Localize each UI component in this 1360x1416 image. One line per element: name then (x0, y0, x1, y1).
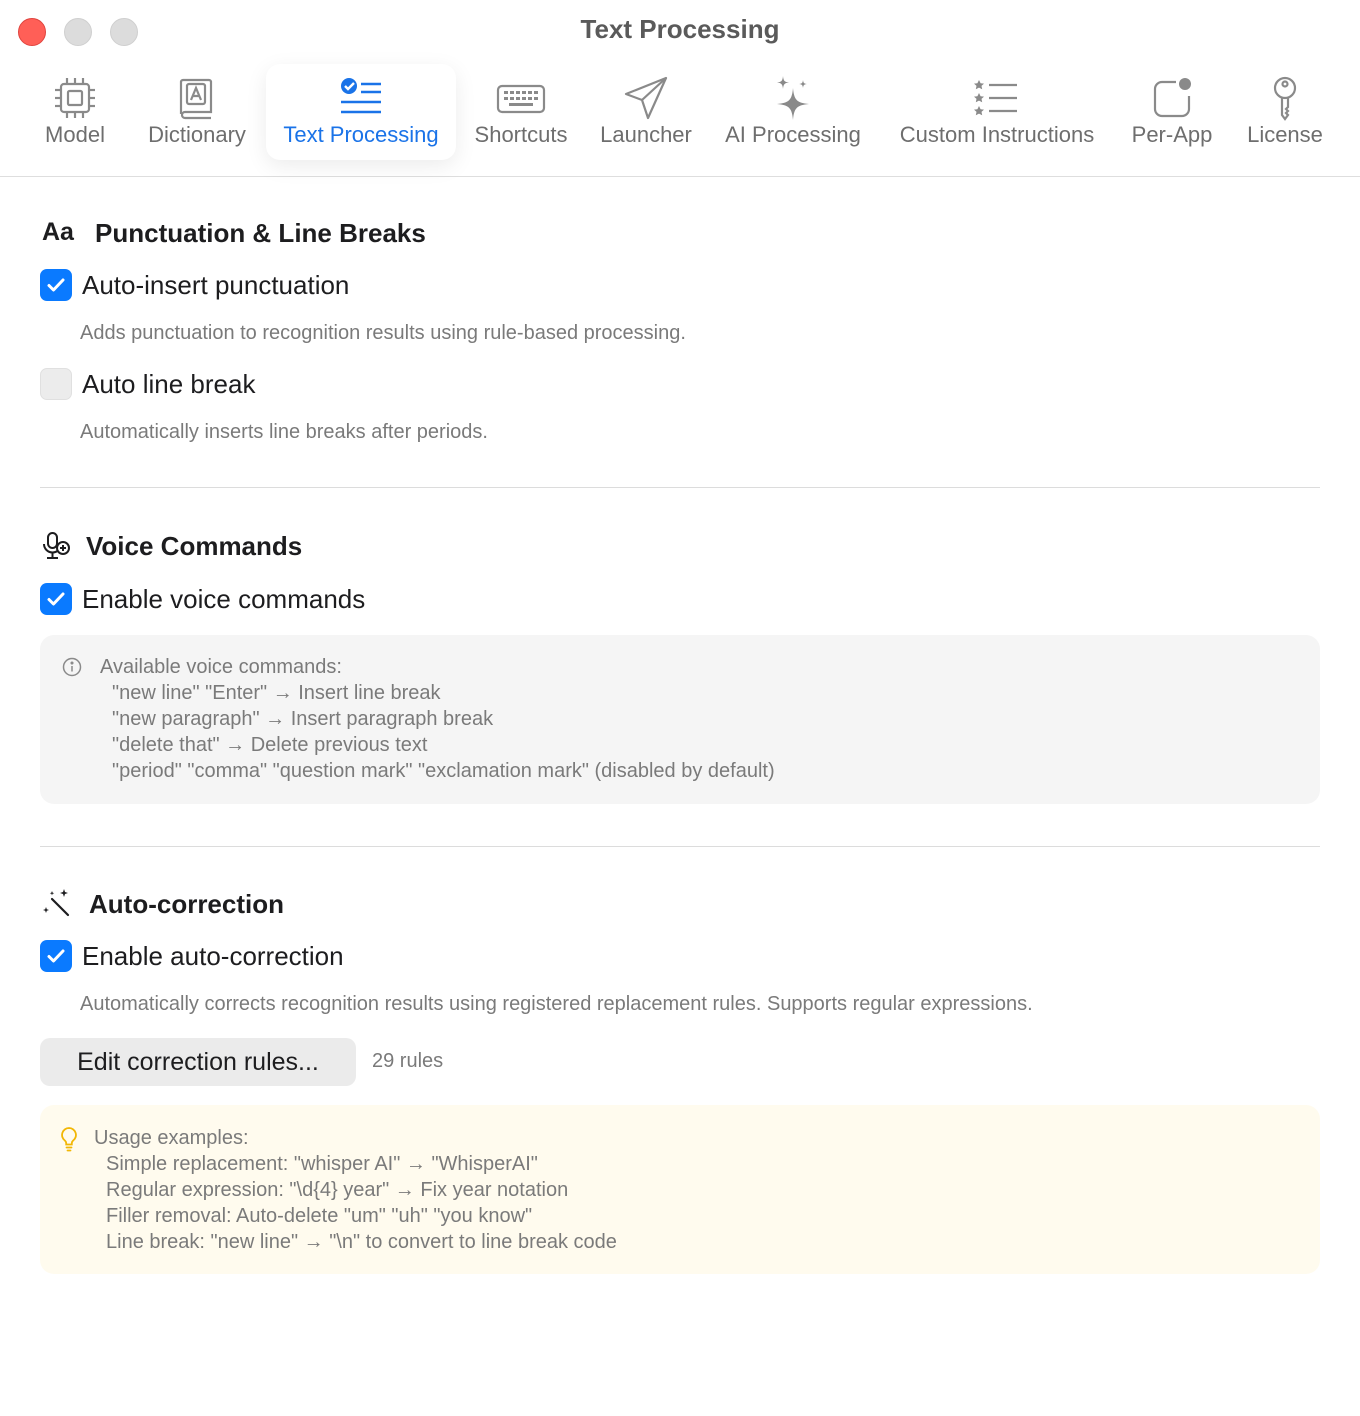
edit-correction-rules-button[interactable]: Edit correction rules... (40, 1038, 356, 1086)
usage-line: Filler removal: Auto-delete "um" "uh" "you know" (106, 1205, 533, 1227)
tab-label: Dictionary (148, 122, 246, 147)
tab-label: Per-App (1131, 122, 1213, 147)
tab-launcher[interactable] (592, 64, 700, 160)
info-line: "new line" "Enter" → Insert line break (112, 682, 441, 704)
tab-per-app[interactable] (1122, 64, 1222, 160)
section-divider (40, 487, 1320, 488)
checkmark-icon (44, 273, 68, 297)
auto-correction-description: Automatically corrects recognition results using registered replacement rules. Supports regular expressions. (80, 993, 1033, 1015)
section-title-voice-commands: Voice Commands (86, 531, 303, 561)
app-badge-icon (1146, 74, 1198, 122)
tab-label: Shortcuts (474, 122, 568, 147)
rule-count: 29 rules (372, 1050, 444, 1072)
star-list-icon (971, 74, 1023, 122)
voice-commands-label[interactable]: Enable voice commands (82, 584, 366, 614)
usage-examples-box (40, 1105, 1320, 1274)
lightbulb-icon (60, 1126, 78, 1152)
tab-label: Model (45, 122, 105, 147)
auto-correction-checkbox[interactable] (40, 940, 72, 972)
tab-label: Custom Instructions (899, 122, 1095, 147)
magic-wand-icon (40, 887, 74, 921)
auto-line-break-description: Automatically inserts line breaks after periods. (80, 421, 488, 443)
keyboard-icon (495, 74, 547, 122)
text-format-icon: Aa (42, 218, 74, 246)
usage-heading: Usage examples: (94, 1127, 249, 1149)
info-line: "delete that" → Delete previous text (112, 734, 428, 756)
info-heading: Available voice commands: (100, 656, 342, 678)
tab-model[interactable] (30, 64, 120, 160)
tab-license[interactable] (1238, 64, 1332, 160)
auto-punctuation-label[interactable]: Auto-insert punctuation (82, 270, 350, 300)
section-title-punctuation: Punctuation & Line Breaks (95, 218, 426, 248)
usage-line: Simple replacement: "whisper AI" → "WhisperAI" (106, 1153, 538, 1175)
tab-ai-processing[interactable] (718, 64, 868, 160)
info-line: "new paragraph" → Insert paragraph break (112, 708, 494, 730)
tab-shortcuts[interactable] (466, 64, 576, 160)
window-title: Text Processing (580, 14, 780, 44)
auto-line-break-checkbox[interactable] (40, 368, 72, 400)
key-icon (1259, 74, 1311, 122)
tab-text-processing[interactable] (266, 64, 456, 160)
auto-punctuation-description: Adds punctuation to recognition results using rule-based processing. (80, 322, 686, 344)
sparkles-icon (767, 74, 819, 122)
tab-label: Text Processing (283, 122, 439, 147)
usage-line: Regular expression: "\d{4} year" → Fix year notation (106, 1179, 569, 1201)
auto-punctuation-checkbox[interactable] (40, 269, 72, 301)
tab-label: License (1247, 122, 1323, 147)
voice-commands-checkbox[interactable] (40, 583, 72, 615)
usage-line: Line break: "new line" → "\n" to convert to line break code (106, 1231, 617, 1253)
voice-commands-info-box (40, 635, 1320, 804)
info-icon (62, 657, 82, 677)
cpu-chip-icon (49, 74, 101, 122)
info-line: "period" "comma" "question mark" "exclamation mark" (disabled by default) (112, 760, 775, 782)
dictionary-book-icon (171, 74, 223, 122)
toolbar (0, 0, 1360, 177)
paper-plane-icon (620, 74, 672, 122)
auto-line-break-label[interactable]: Auto line break (82, 369, 256, 399)
section-title-auto-correction: Auto-correction (89, 889, 284, 919)
tab-label: Launcher (600, 122, 692, 147)
tab-dictionary[interactable] (138, 64, 256, 160)
tab-label: AI Processing (725, 122, 861, 147)
checkmark-icon (44, 944, 68, 968)
checkmark-icon (44, 587, 68, 611)
tab-custom-instructions[interactable] (886, 64, 1108, 160)
auto-correction-label[interactable]: Enable auto-correction (82, 941, 344, 971)
checklist-icon (335, 74, 387, 122)
section-divider (40, 846, 1320, 847)
voice-command-icon (40, 530, 74, 564)
